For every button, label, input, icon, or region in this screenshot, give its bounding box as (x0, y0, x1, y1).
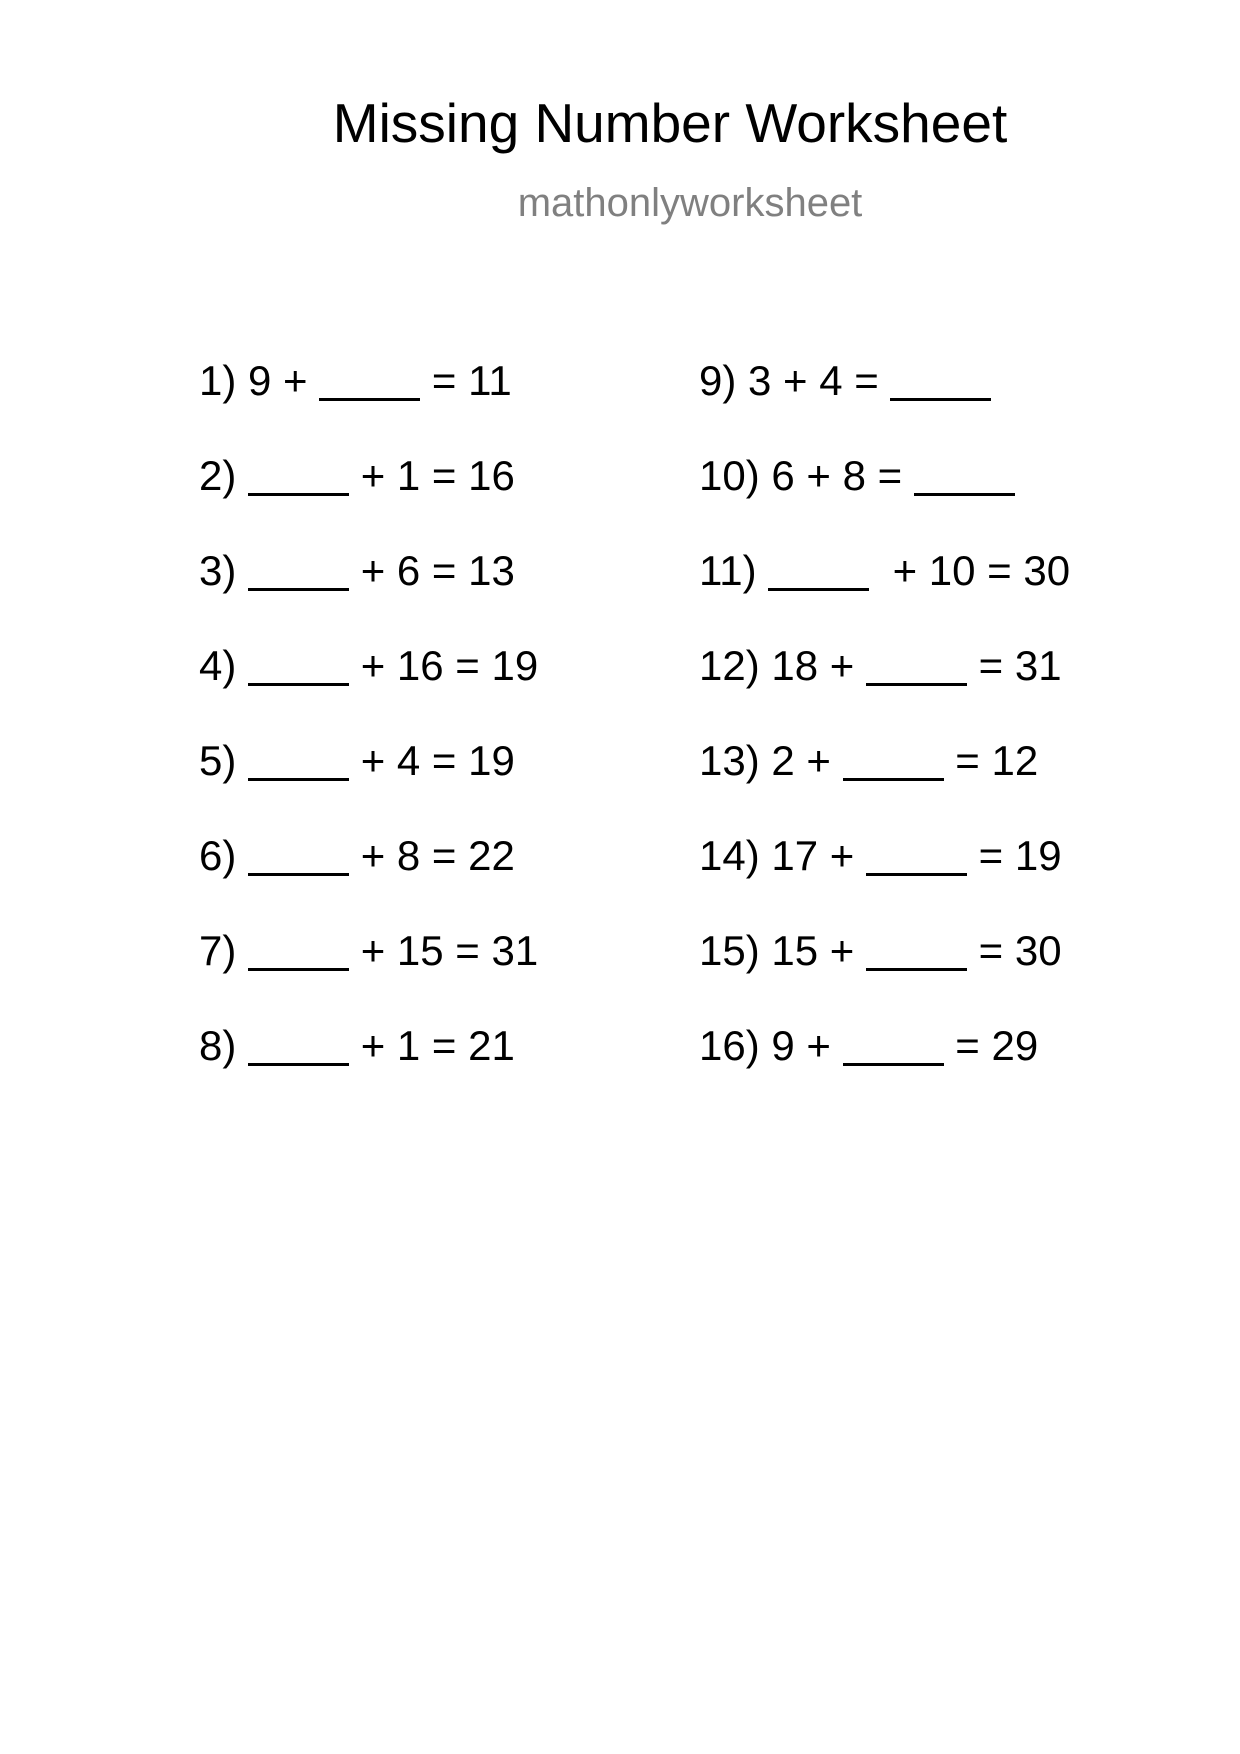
problem-text-before: 9 + (236, 357, 320, 404)
answer-blank[interactable] (843, 738, 944, 781)
problem-text-before (236, 927, 248, 975)
problem-number: 11) (699, 547, 757, 594)
answer-blank[interactable] (914, 453, 1015, 496)
problem-text-before: 15 + (759, 927, 866, 974)
problem-number: 5) (199, 737, 237, 784)
problem-7 (199, 922, 538, 1017)
answer-blank[interactable] (866, 928, 967, 971)
answer-blank[interactable] (843, 1023, 944, 1066)
answer-blank[interactable] (866, 643, 967, 686)
problem-number: 1) (199, 357, 237, 404)
problem-number: 15) (699, 927, 760, 974)
page-subtitle: mathonlyworksheet (517, 181, 863, 225)
problem-text-after: + 10 = 30 (869, 547, 1071, 594)
problem-text-before: 3 + 4 = (736, 357, 891, 404)
answer-blank[interactable] (248, 738, 349, 781)
problem-13 (699, 732, 1070, 827)
problem-text-after: = 30 (966, 927, 1062, 974)
problem-text-before (236, 642, 248, 690)
problem-5 (199, 732, 538, 827)
answer-blank[interactable] (866, 833, 967, 876)
problem-text-after: + 1 = 21 (349, 1022, 515, 1069)
problem-number: 12) (699, 642, 760, 689)
answer-blank[interactable] (248, 643, 349, 686)
problem-text-after: + 8 = 22 (349, 832, 515, 879)
problem-text-before (757, 547, 769, 595)
problem-text-after: + 1 = 16 (349, 452, 515, 499)
answer-blank[interactable] (248, 1023, 349, 1066)
problem-text-before (236, 832, 248, 880)
problem-6 (199, 827, 538, 922)
problem-11 (699, 542, 1070, 637)
answer-blank[interactable] (319, 358, 420, 401)
problem-1 (199, 352, 538, 447)
problem-number: 6) (199, 832, 237, 879)
problem-text-before (236, 737, 248, 785)
answer-blank[interactable] (890, 358, 991, 401)
problem-text-after: + 16 = 19 (349, 642, 539, 689)
problem-4 (199, 637, 538, 732)
problem-12 (699, 637, 1070, 732)
problem-number: 8) (199, 1022, 237, 1069)
answer-blank[interactable] (248, 453, 349, 496)
problem-text-before: 6 + 8 = (759, 452, 914, 499)
problem-15 (699, 922, 1070, 1017)
problem-2 (199, 447, 538, 542)
problem-text-after: = 19 (966, 832, 1062, 879)
page-title: Missing Number Worksheet (332, 92, 1008, 154)
answer-blank[interactable] (248, 548, 349, 591)
problem-14 (699, 827, 1070, 922)
problem-text-after: + 4 = 19 (349, 737, 515, 784)
problem-number: 16) (699, 1022, 760, 1069)
problem-text-before (236, 452, 248, 500)
problem-column-left (199, 352, 538, 1112)
problem-number: 13) (699, 737, 760, 784)
problem-column-right (699, 352, 1070, 1112)
problem-text-before: 18 + (759, 642, 866, 689)
problem-number: 10) (699, 452, 760, 499)
problem-8 (199, 1017, 538, 1112)
problem-text-before (236, 547, 248, 595)
problem-text-before: 17 + (759, 832, 866, 879)
problem-text-after: = 31 (966, 642, 1062, 689)
problem-16 (699, 1017, 1070, 1112)
problem-text-before: 2 + (759, 737, 843, 784)
problem-3 (199, 542, 538, 637)
problem-10 (699, 447, 1070, 542)
answer-blank[interactable] (768, 548, 869, 591)
problem-text-after: = 12 (943, 737, 1039, 784)
problem-text-before (236, 1022, 248, 1070)
problem-9 (699, 352, 1070, 447)
problem-number: 7) (199, 927, 237, 974)
problem-text-after: = 11 (420, 357, 512, 404)
problem-number: 9) (699, 357, 737, 404)
answer-blank[interactable] (248, 928, 349, 971)
problem-number: 2) (199, 452, 237, 499)
problem-number: 3) (199, 547, 237, 594)
problem-text-after: + 6 = 13 (349, 547, 515, 594)
problem-text-after: + 15 = 31 (349, 927, 539, 974)
problem-number: 4) (199, 642, 237, 689)
answer-blank[interactable] (248, 833, 349, 876)
problem-text-before: 9 + (759, 1022, 843, 1069)
problem-number: 14) (699, 832, 760, 879)
problem-text-after: = 29 (943, 1022, 1039, 1069)
